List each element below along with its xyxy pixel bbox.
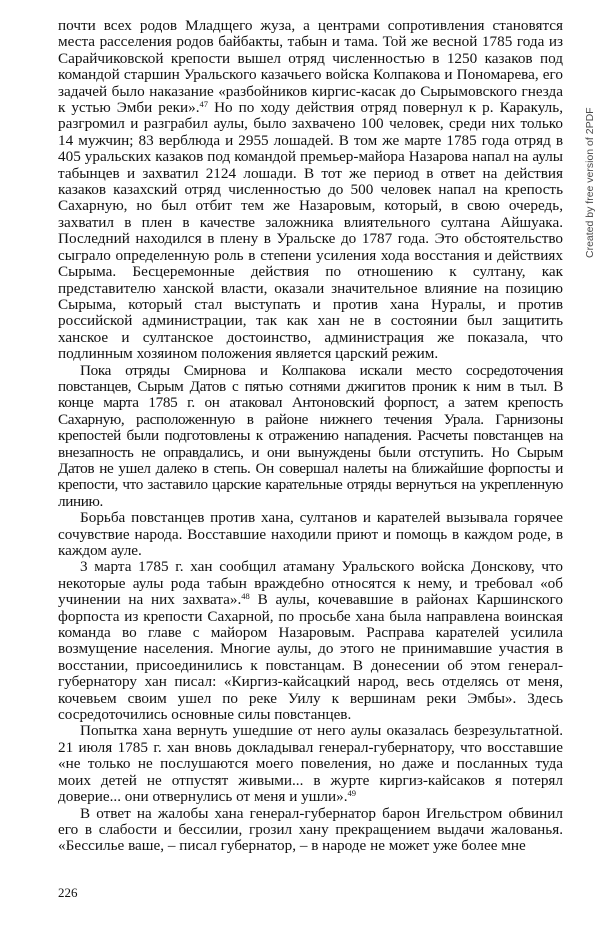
paragraph-5	[58, 723, 563, 805]
paragraph-text: Пока отряды Смирнова и Колпакова искали место сосредоточения повстанцев, Сырым Датов с пятью сотнями джигитов проник к ним в тыл. В конце марта 1785 г. он атаковал Антоновский форпост, а затем крепость Сахарную, расположенную в районе нижнего течения Урала. Гарнизоны крепостей были подготовлены к отражению нападения. Расчеты повстанцев на внезапность не оправдались, и они вынуждены были отступить. Но Сырым Датов не ушел далеко в степь. Он совершал налеты на ближайшие форпосты и крепости, что заставило царские карательные отряды вернуться на укрепленную линию.	[58, 361, 563, 510]
watermark-text: Created by free version of 2PDF	[584, 107, 596, 258]
paragraph-text-cont: В аулы, кочевавшие в районах Каршинского форпоста из крепости Сахарной, по просьбе хана была направлена воинская команда во главе с майором Назаровым. Расправа карателей усилила возмущение населения. Многие аулы, до этого не принимавшие участия в восстании, присоединились к повстанцам. В донесении об этом генерал-губернатору хан писал: «Киргиз-кайсацкий народ, весь отделясь от меня, кочевьем своим ушел по реке Уилу к вершинам реки Эмбы». Здесь сосредоточились основные силы повстанцев.	[58, 591, 563, 724]
paragraph-text: Попытка хана вернуть ушедшие от него аулы оказалась безрезультатной. 21 июля 1785 г. хан вновь докладывал генерал-губернатору, что восставшие «не только не послушаются моего повеления, но даже и посланных туда моих детей не отпустят живыми... в журте киргиз-кайсаков я потерял доверие... они отвернулись от меня и ушли».	[58, 722, 563, 806]
paragraph-3	[58, 510, 563, 559]
paragraph-1	[58, 18, 563, 363]
paragraph-text: 3 марта 1785 г. хан сообщил атаману Уральского войска Донскову, что некоторые аулы рода табын враждебно относятся к нему, и требовал «об учинении на них захвата».	[58, 558, 563, 609]
page-body	[58, 18, 563, 855]
paragraph-text-cont: Но по ходу действия отряд повернул к р. Каракуль, разгромил и разграбил аулы, было захвачено 100 человек, среди них только 14 мужчин; 83 верблюда и 2955 лошадей. В том же марте 1785 года отряд в 405 уральских казаков под командой премьер-майора Назарова напал на аулы табынцев и захватил 2124 лошади. В тот же период в ответ на действия казаков казахский отряд численностью до 500 человек напал на крепость Сахарную, но был отбит тем же Назаровым, который, в свою очередь, захватил в плен в качестве заложника влиятельного султана Айшуака. Последний находился в плену в Уральске до 1787 года. Это обстоятельство сыграло определенную роль в степени усиления хода восстания и действиях Сырыма. Бесцеремонные действия по отношению к султану, как представителю ханской власти, оказали значительное влияние на позицию Сырыма, который стал выступать и против хана Нуралы, и против российской администрации, так как хан не в состоянии был защитить ханское и султанское достоинство, администрация же показала, что подлинным хозяином положения является царский режим.	[58, 99, 563, 363]
footnote-ref-49: 49	[347, 788, 357, 799]
paragraph-text: Борьба повстанцев против хана, султанов и карателей вызывала горячее сочувствие народа. Восставшие находили приют и помощь в каждом роде, в каждом ауле.	[58, 509, 563, 559]
paragraph-4	[58, 559, 563, 723]
paragraph-text: В ответ на жалобы хана генерал-губернатор барон Игельстром обвинил его в слабости и бессилии, грозил хану прекращением выдачи жалованья. «Бессилье ваше, – писал губернатор, – в народе не может уже более мне	[58, 804, 563, 855]
footnote-ref-48: 48	[241, 591, 250, 602]
paragraph-6	[58, 806, 563, 855]
page-number: 226	[58, 885, 78, 900]
paragraph-text: почти всех родов Младщего жуза, а центрами сопротивления становятся места расселения родов байбакты, табын и тама. Той же весной 1785 года из Сарайчиковской крепости вышел отряд численностью в 1250 казаков под командой старшин Уральского казачьего войска Колпакова и Пономарева, его задачей было наказание «разбойников киргис-касак до Сырымовского гнезда к устью Эмби реки».	[58, 17, 563, 117]
paragraph-2	[58, 363, 563, 511]
footnote-ref-47: 47	[199, 99, 209, 110]
